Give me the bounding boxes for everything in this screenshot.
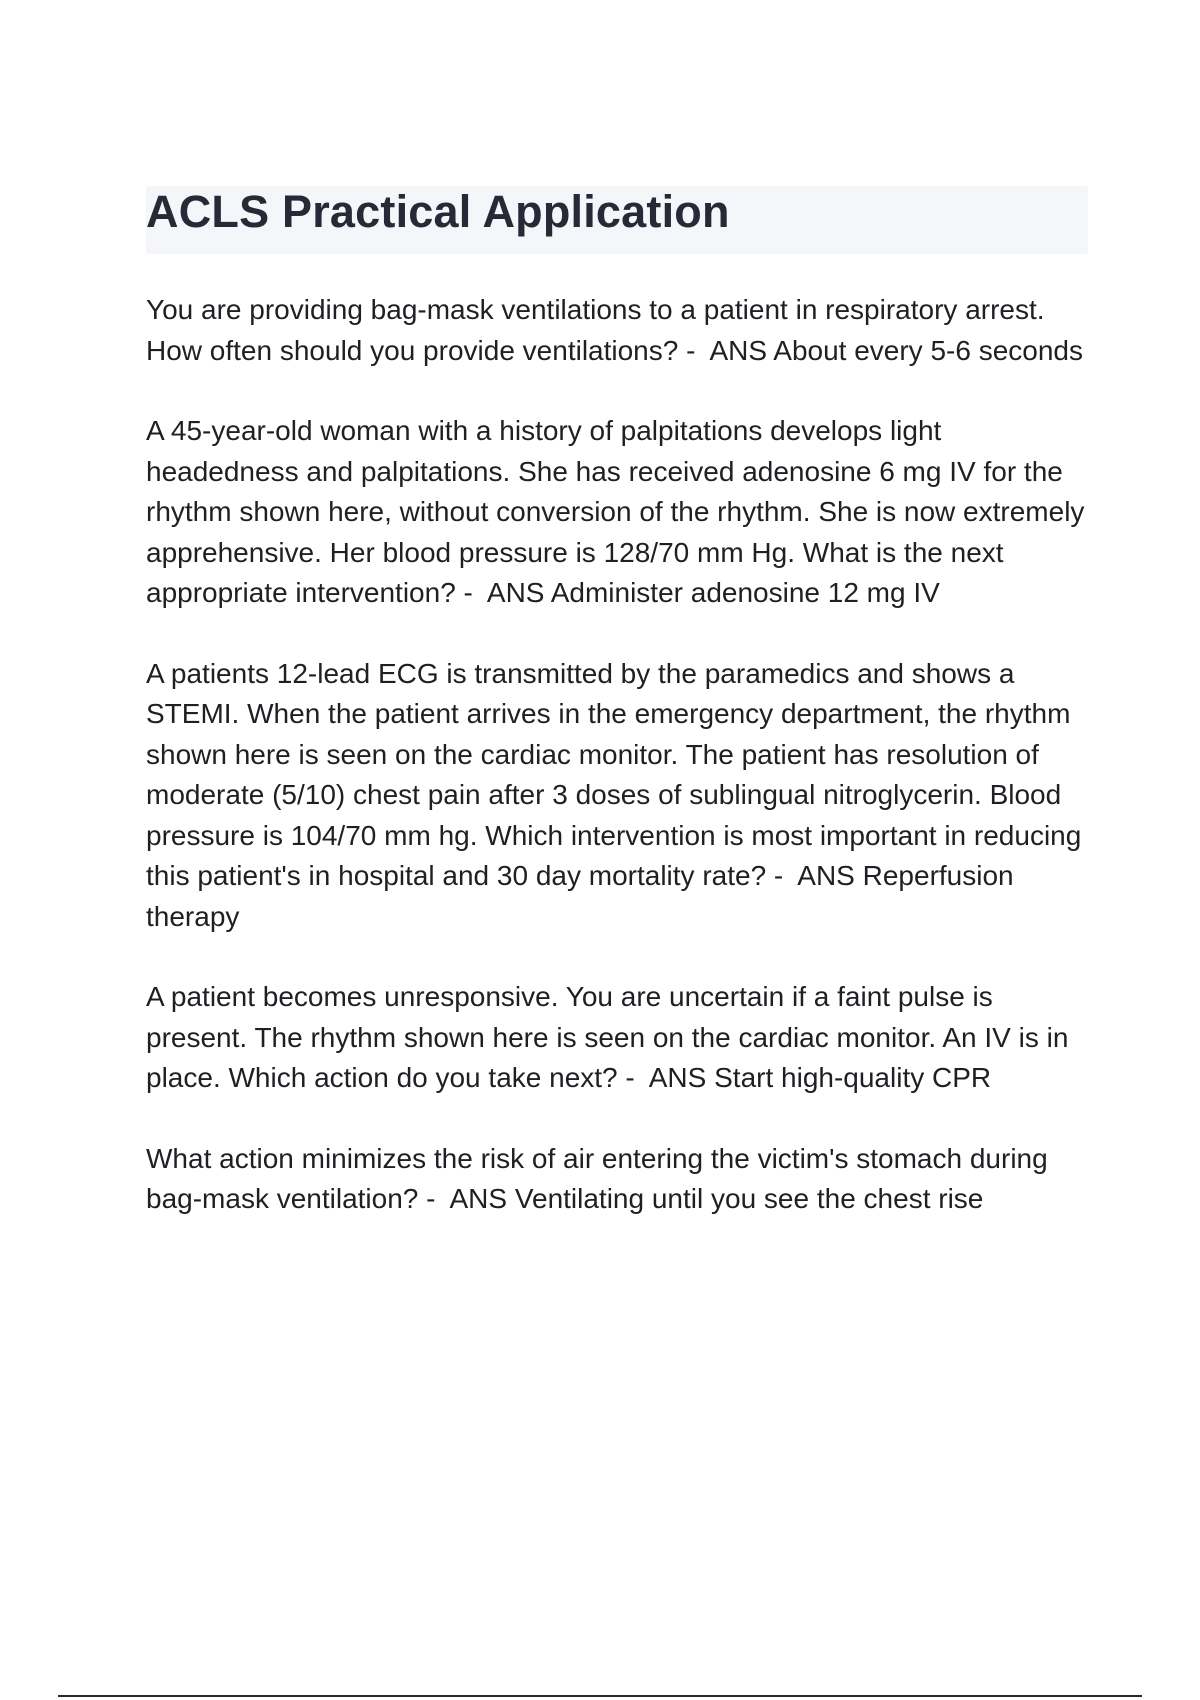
qa-item [146, 1139, 1091, 1220]
qa-item [146, 290, 1091, 371]
answer-text: Reperfusion therapy [146, 860, 1014, 932]
separator: - [766, 860, 798, 891]
separator: - [678, 334, 710, 366]
separator: - [617, 1062, 649, 1093]
answer-text: About every 5-6 seconds [773, 334, 1084, 366]
answer-prefix: ANS [449, 1183, 508, 1214]
answer-text: Administer adenosine 12 mg IV [550, 577, 940, 608]
question-text: A patients 12-lead ECG is transmitted by the paramedics and shows a STEMI. When the patient arrives in the emergency department, the rhythm shown here is seen on the cardiac monitor. The patient has resolution of moderate (5/10) chest pain after 3 doses of sublingual nitroglycerin. Blood pressure is 104/70 mm hg. Which intervention is most important in reducing this patient's in hospital and 30 day mortality rate? [146, 657, 1082, 891]
answer-prefix: ANS [797, 860, 855, 891]
answer-prefix: ANS [709, 334, 768, 366]
question-text: A 45-year-old woman with a history of palpitations develops light headedness and palpitations. She has received adenosine 6 mg IV for the rhythm shown here, without conversion of the rhythm. She is now extremely apprehensive. Her blood pressure is 128/70 mm Hg. What is the next appropriate intervention? [146, 415, 1085, 608]
qa-item [146, 654, 1091, 938]
qa-item [146, 411, 1091, 614]
question-text: A patient becomes unresponsive. You are uncertain if a faint pulse is present. The rhythm shown here is seen on the cardiac monitor. An IV is in place. Which action do you take next? [146, 981, 1069, 1093]
question-text: What action minimizes the risk of air entering the victim's stomach during bag-mask ventilation? [146, 1142, 1048, 1214]
answer-text: Start high-quality CPR [714, 1062, 992, 1093]
answer-prefix: ANS [648, 1062, 707, 1093]
footer-divider [58, 1695, 1142, 1697]
question-text: You are providing bag-mask ventilations to a patient in respiratory arrest. How often should you provide ventilations? [146, 294, 1045, 366]
qa-item [146, 977, 1091, 1099]
separator: - [455, 577, 487, 608]
answer-text: Ventilating until you see the chest rise [514, 1183, 984, 1214]
separator: - [418, 1183, 450, 1214]
page-title: ACLS Practical Application [146, 186, 730, 237]
answer-prefix: ANS [486, 577, 545, 608]
qa-list [146, 290, 1091, 1260]
